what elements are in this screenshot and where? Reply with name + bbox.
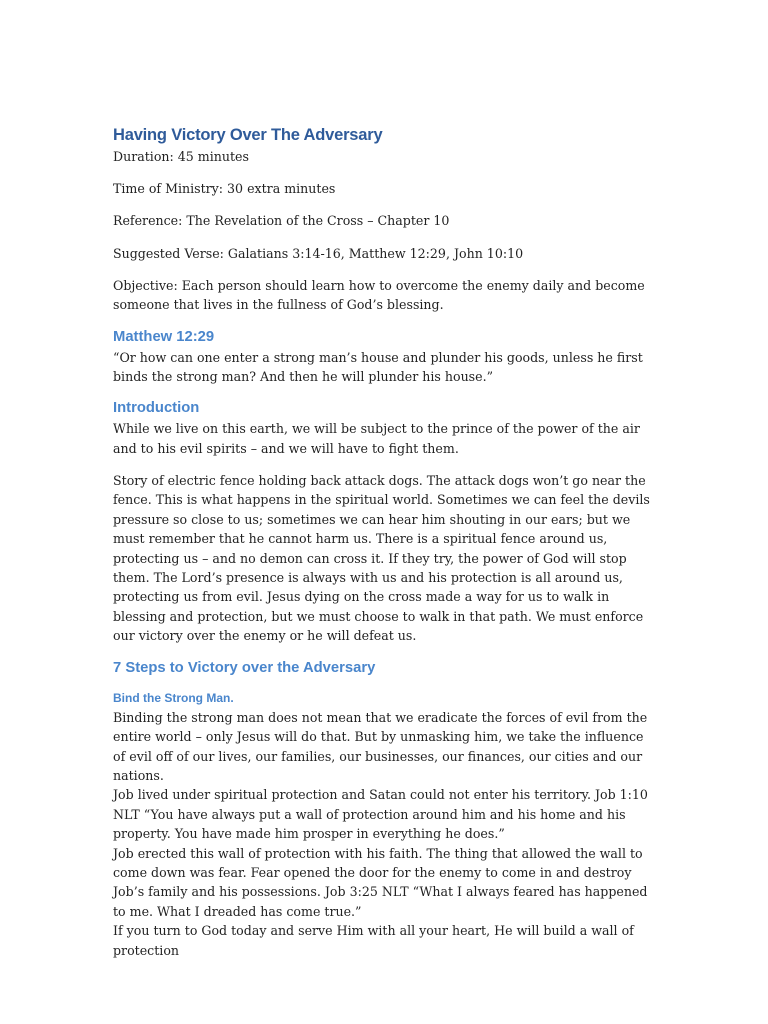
steps-paragraph-2: Job lived under spiritual protection and Satan could not enter his territory. Job 1:10 NLT “You have always put a wall of protection around him and his home and his property. You have made him prosper in everything he does.” — [113, 787, 648, 842]
bind-strong-man-subheading: Bind the Strong Man. — [113, 690, 234, 705]
introduction-heading: Introduction — [113, 400, 200, 417]
matthew-heading: Matthew 12:29 — [113, 328, 215, 345]
steps-heading: 7 Steps to Victory over the Adversary — [113, 659, 376, 676]
steps-paragraph-1: Binding the strong man does not mean that we eradicate the forces of evil from the entire world – only Jesus will do that. But by unmasking him, we take the influence of evil off of our lives, our families, our businesses, our finances, our cities and our nations. — [113, 709, 648, 783]
introduction-paragraph-1: While we live on this earth, we will be subject to the prince of the power of the air and to his evil spirits – and we will have to fight them. — [113, 421, 640, 456]
document-title: Having Victory Over The Adversary — [113, 126, 383, 144]
time-of-ministry-line: Time of Ministry: 30 extra minutes — [113, 181, 336, 197]
steps-paragraph-4: If you turn to God today and serve Him with all your heart, He will build a wall of protection — [113, 923, 634, 958]
introduction-paragraph-2: Story of electric fence holding back attack dogs. The attack dogs won’t go near the fence. This is what happens in the spiritual world. Sometimes we can feel the devils pressure so close to us; sometimes we can hear him shouting in our ears; but we must remember that he cannot harm us. There is a spiritual fence around us, protecting us – and no demon can cross it. If they try, the power of God will stop them. The Lord’s presence is always with us and his protection is all around us, protecting us from evil. Jesus dying on the cross made a way for us to walk in blessing and protection, but we must choose to walk in that path. We must enforce our victory over the enemy or he will defeat us. — [113, 473, 650, 644]
suggested-verse-line: Suggested Verse: Galatians 3:14-16, Matthew 12:29, John 10:10 — [113, 245, 524, 261]
steps-paragraph-3: Job erected this wall of protection with his faith. The thing that allowed the wall to come down was fear. Fear opened the door for the enemy to come in and destroy Job’s family and his possessions. Job 3:25 NLT “What I always feared has happened to me. What I dreaded has come true.” — [113, 845, 648, 919]
document-page — [113, 124, 658, 960]
duration-line: Duration: 45 minutes — [113, 149, 249, 164]
objective-paragraph: Objective: Each person should learn how to overcome the enemy daily and become someone that lives in the fullness of God’s blessing. — [113, 277, 645, 313]
reference-line: Reference: The Revelation of the Cross – Chapter 10 — [113, 213, 450, 229]
matthew-quote: “Or how can one enter a strong man’s house and plunder his goods, unless he first binds the strong man? And then he will plunder his house.” — [113, 349, 643, 385]
